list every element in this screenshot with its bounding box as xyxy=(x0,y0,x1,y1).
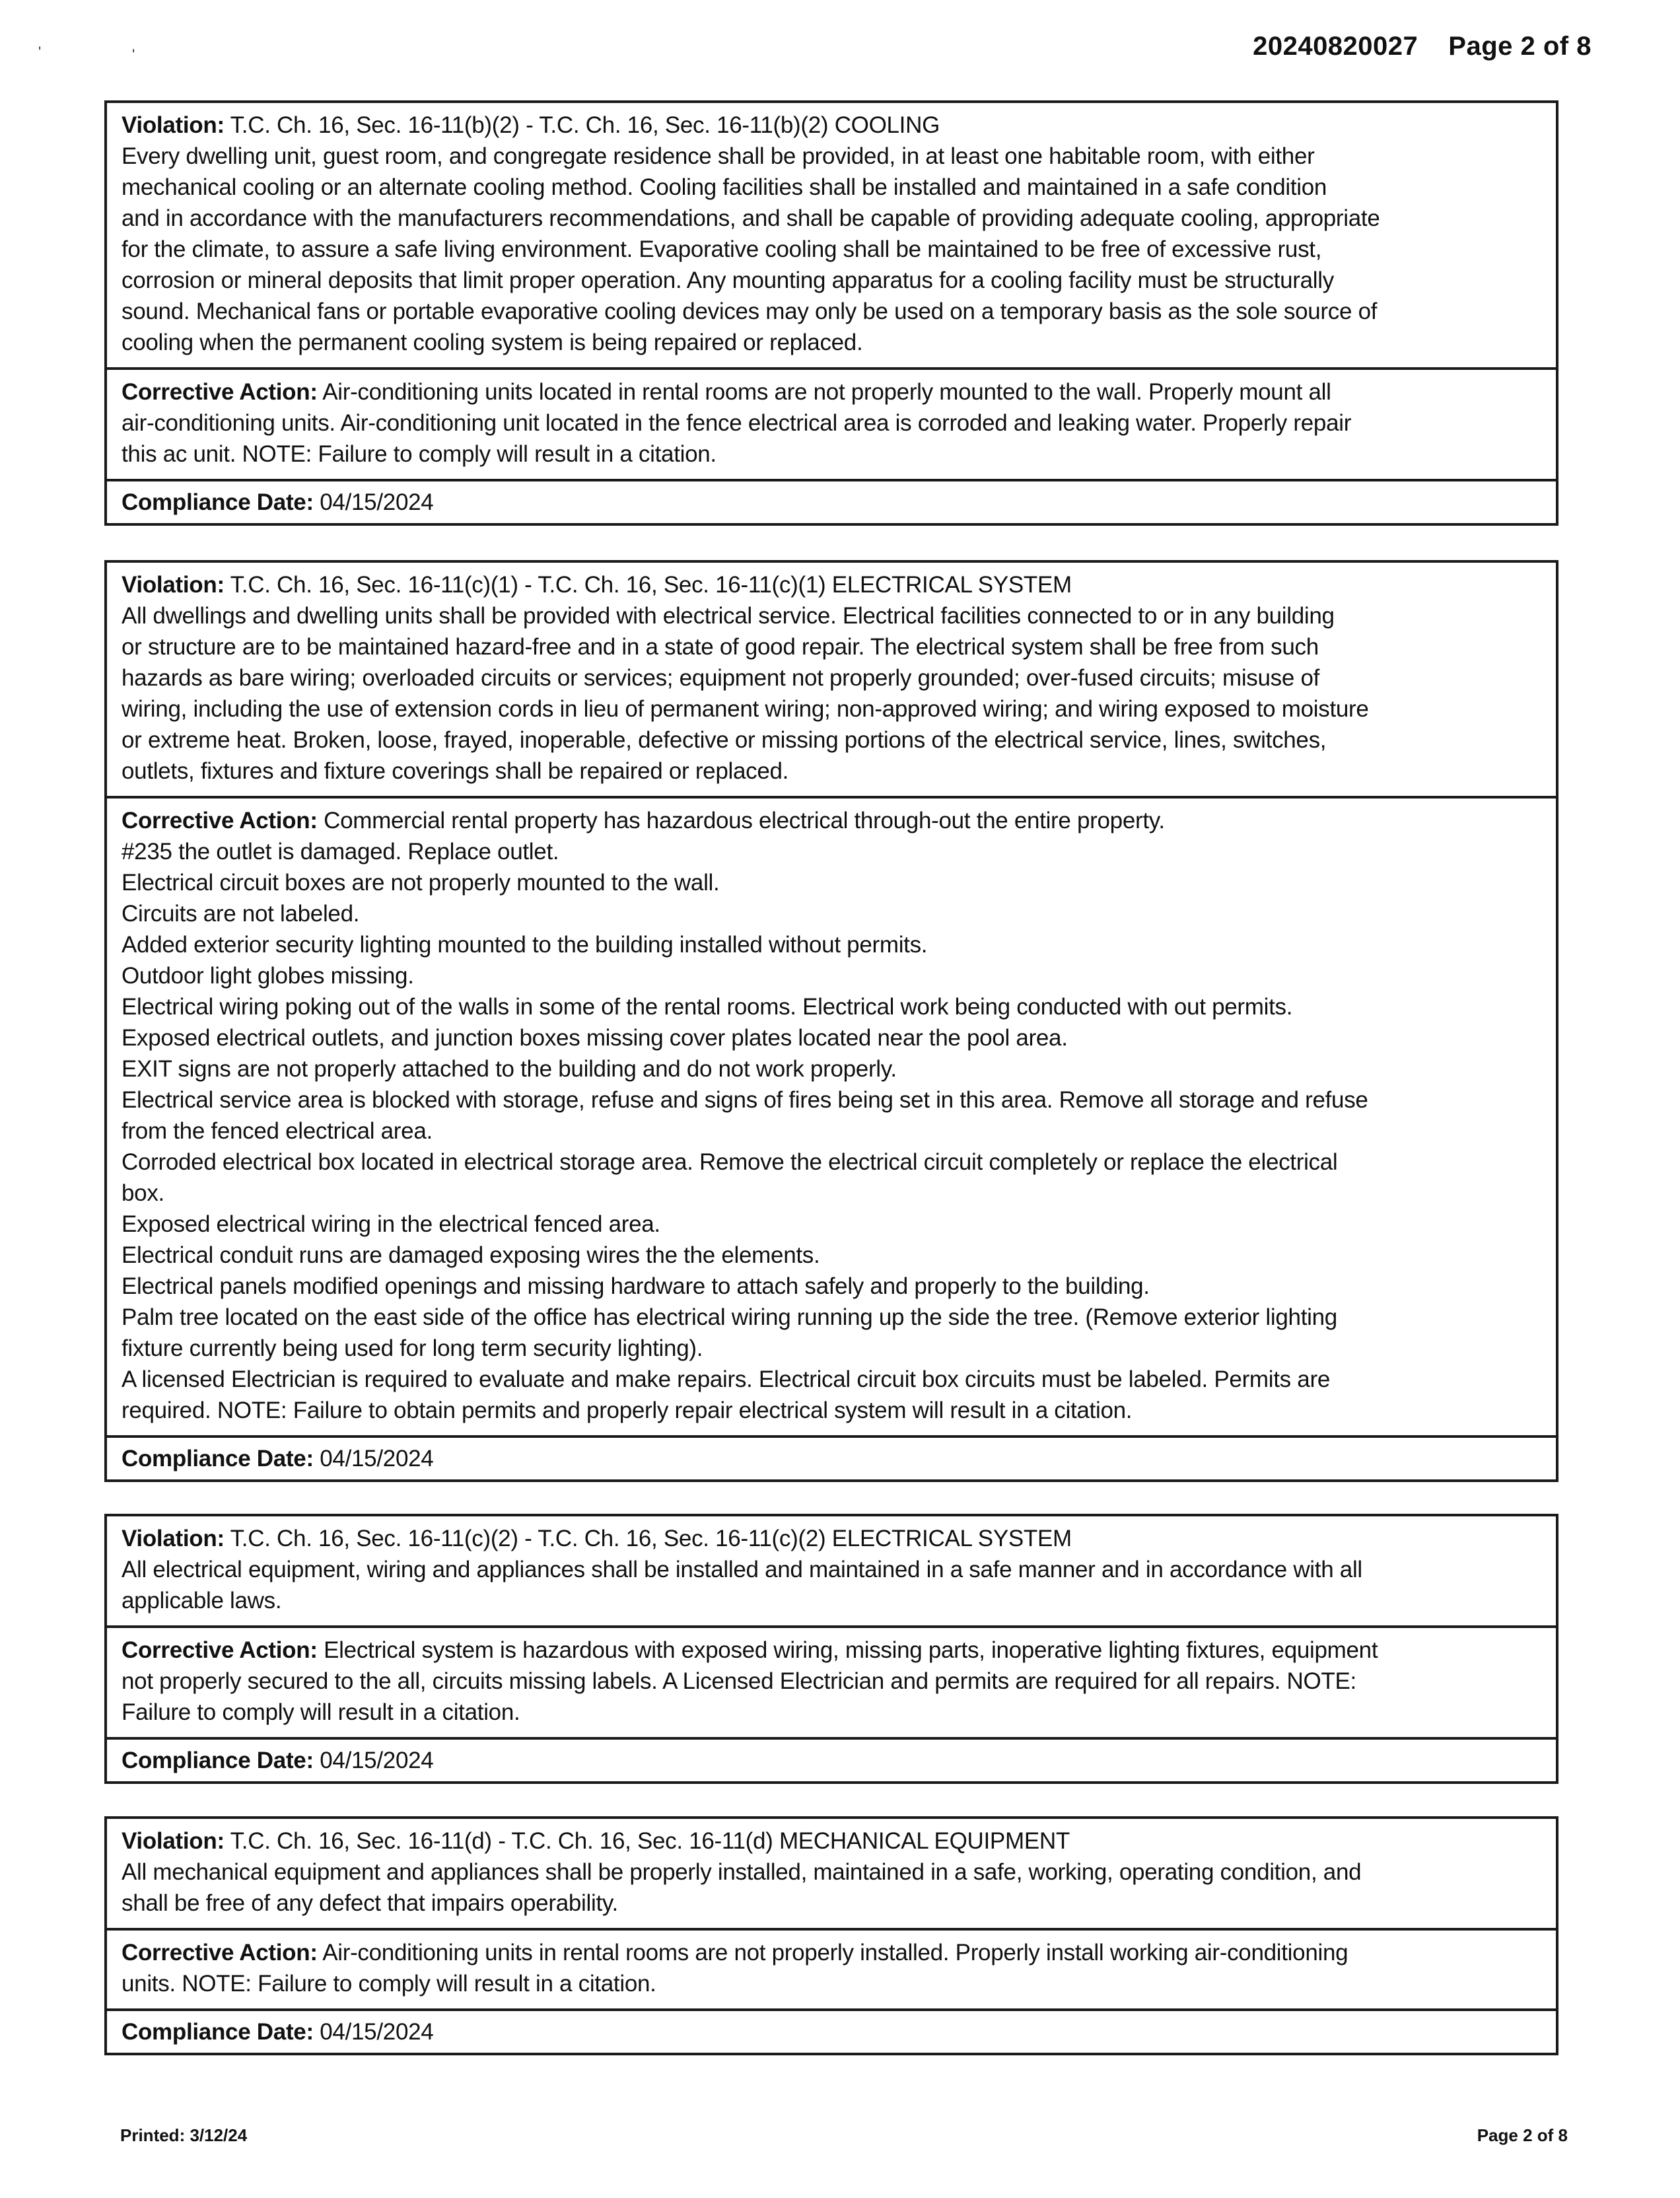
compliance-section xyxy=(107,2008,1556,2053)
violation-label: Violation: xyxy=(122,1526,225,1551)
compliance-section xyxy=(107,1737,1556,1781)
corrective-action-line: A licensed Electrician is required to evaluate and make repairs. Electrical circuit box circuits must be labeled. Permits are xyxy=(122,1366,1330,1392)
violation-text-line: cooling when the permanent cooling system is being repaired or replaced. xyxy=(122,330,863,355)
corrective-action-section xyxy=(107,796,1556,1435)
violation-text-line: All mechanical equipment and appliances shall be properly installed, maintained in a safe, working, operating condition, and xyxy=(122,1859,1362,1885)
compliance-date: 04/15/2024 xyxy=(320,489,434,515)
corrective-action-line: Palm tree located on the east side of the office has electrical wiring running up the side the tree. (Remove exterior lighting xyxy=(122,1304,1337,1330)
footer-page-number: Page 2 of 8 xyxy=(1477,2125,1568,2145)
corrective-action-line: air-conditioning units. Air-conditioning unit located in the fence electrical area is corroded and leaking water. Properly repair xyxy=(122,410,1352,436)
violation-section xyxy=(107,563,1556,796)
violation-block-cooling xyxy=(104,100,1558,526)
scan-speck: ' xyxy=(132,46,135,63)
violation-text-line: hazards as bare wiring; overloaded circuits or services; equipment not properly grounded; over-fused circuits; misuse of xyxy=(122,665,1320,691)
violation-title: T.C. Ch. 16, Sec. 16-11(c)(1) - T.C. Ch. 16, Sec. 16-11(c)(1) ELECTRICAL SYSTEM xyxy=(230,572,1072,598)
corrective-action-line: fixture currently being used for long term security lighting). xyxy=(122,1335,703,1361)
violation-text-line: Every dwelling unit, guest room, and congregate residence shall be provided, in at least one habitable room, with either xyxy=(122,143,1315,169)
violation-text-line: All electrical equipment, wiring and appliances shall be installed and maintained in a safe manner and in accordance with all xyxy=(122,1557,1362,1582)
compliance-date-label: Compliance Date: xyxy=(122,489,314,515)
corrective-action-line: Exposed electrical outlets, and junction boxes missing cover plates located near the pool area. xyxy=(122,1025,1068,1051)
violation-section xyxy=(107,1819,1556,1928)
compliance-date-label: Compliance Date: xyxy=(122,1748,314,1773)
compliance-section xyxy=(107,1435,1556,1479)
corrective-action-line: #235 the outlet is damaged. Replace outlet. xyxy=(122,839,559,865)
corrective-action-label: Corrective Action: xyxy=(122,379,318,405)
corrective-action-line: Electrical panels modified openings and missing hardware to attach safely and properly to the building. xyxy=(122,1273,1150,1299)
corrective-action-line: from the fenced electrical area. xyxy=(122,1118,433,1144)
compliance-date: 04/15/2024 xyxy=(320,1446,434,1471)
corrective-action-line: Circuits are not labeled. xyxy=(122,901,360,927)
violation-block-mechanical xyxy=(104,1816,1558,2055)
corrective-action-line: Electrical wiring poking out of the walls in some of the rental rooms. Electrical work being conducted with out permits. xyxy=(122,994,1293,1020)
corrective-action-line: EXIT signs are not properly attached to the building and do not work properly. xyxy=(122,1056,897,1082)
corrective-action-line: units. NOTE: Failure to comply will result in a citation. xyxy=(122,1971,656,1997)
violation-text-line: for the climate, to assure a safe living environment. Evaporative cooling shall be maintained to be free of excessive rust, xyxy=(122,236,1322,262)
violation-text-line: shall be free of any defect that impairs operability. xyxy=(122,1890,618,1916)
corrective-action-line: Electrical system is hazardous with exposed wiring, missing parts, inoperative lighting fixtures, equipment xyxy=(324,1637,1378,1663)
violation-block-electrical-c2 xyxy=(104,1514,1558,1784)
violation-title: T.C. Ch. 16, Sec. 16-11(c)(2) - T.C. Ch. 16, Sec. 16-11(c)(2) ELECTRICAL SYSTEM xyxy=(230,1526,1072,1551)
corrective-action-section xyxy=(107,1928,1556,2008)
header-page-number: Page 2 of 8 xyxy=(1448,32,1592,61)
corrective-action-label: Corrective Action: xyxy=(122,1940,318,1966)
corrective-action-section xyxy=(107,367,1556,479)
violation-label: Violation: xyxy=(122,572,225,598)
document-number: 20240820027 xyxy=(1253,32,1418,61)
violation-text-line: sound. Mechanical fans or portable evaporative cooling devices may only be used on a temporary basis as the sole source of xyxy=(122,299,1378,324)
violation-text-line: mechanical cooling or an alternate cooling method. Cooling facilities shall be installed and maintained in a safe condition xyxy=(122,174,1327,200)
page-header xyxy=(1208,32,1592,61)
violation-text-line: corrosion or mineral deposits that limit proper operation. Any mounting apparatus for a cooling facility must be structurally xyxy=(122,267,1334,293)
corrective-action-line: Corroded electrical box located in electrical storage area. Remove the electrical circuit completely or replace the electrical xyxy=(122,1149,1338,1175)
corrective-action-line: Electrical service area is blocked with storage, refuse and signs of fires being set in this area. Remove all storage and refuse xyxy=(122,1087,1368,1113)
corrective-action-line: not properly secured to the all, circuits missing labels. A Licensed Electrician and permits are required for all repairs. NOTE: xyxy=(122,1668,1356,1694)
violation-title: T.C. Ch. 16, Sec. 16-11(d) - T.C. Ch. 16, Sec. 16-11(d) MECHANICAL EQUIPMENT xyxy=(230,1828,1070,1854)
compliance-date: 04/15/2024 xyxy=(320,1748,434,1773)
violation-label: Violation: xyxy=(122,1828,225,1854)
violation-block-electrical-c1 xyxy=(104,560,1558,1482)
corrective-action-line: this ac unit. NOTE: Failure to comply will result in a citation. xyxy=(122,441,717,467)
corrective-action-line: box. xyxy=(122,1180,164,1206)
violation-text-line: or extreme heat. Broken, loose, frayed, inoperable, defective or missing portions of the electrical service, lines, switches, xyxy=(122,727,1327,753)
violation-text-line: and in accordance with the manufacturers recommendations, and shall be capable of providing adequate cooling, appropriate xyxy=(122,205,1380,231)
printed-date: Printed: 3/12/24 xyxy=(120,2125,248,2145)
violation-section xyxy=(107,1516,1556,1625)
corrective-action-line: Electrical circuit boxes are not properly mounted to the wall. xyxy=(122,870,720,896)
corrective-action-line: Exposed electrical wiring in the electrical fenced area. xyxy=(122,1211,660,1237)
compliance-date-label: Compliance Date: xyxy=(122,2019,314,2045)
corrective-action-line: required. NOTE: Failure to obtain permits and properly repair electrical system will result in a citation. xyxy=(122,1398,1133,1423)
corrective-action-label: Corrective Action: xyxy=(122,808,318,833)
corrective-action-section xyxy=(107,1625,1556,1737)
violation-text-line: or structure are to be maintained hazard-free and in a state of good repair. The electrical system shall be free from such xyxy=(122,634,1319,660)
violation-title: T.C. Ch. 16, Sec. 16-11(b)(2) - T.C. Ch. 16, Sec. 16-11(b)(2) COOLING xyxy=(230,112,940,138)
corrective-action-line: Failure to comply will result in a citation. xyxy=(122,1699,520,1725)
corrective-action-line: Commercial rental property has hazardous electrical through-out the entire property. xyxy=(324,808,1165,833)
corrective-action-line: Air-conditioning units in rental rooms are not properly installed. Properly install working air-conditioning xyxy=(322,1940,1348,1966)
violation-text-line: applicable laws. xyxy=(122,1588,282,1613)
violation-text-line: outlets, fixtures and fixture coverings shall be repaired or replaced. xyxy=(122,758,789,784)
violation-section xyxy=(107,103,1556,367)
scan-speck: ' xyxy=(38,44,42,60)
corrective-action-line: Electrical conduit runs are damaged exposing wires the the elements. xyxy=(122,1242,820,1268)
corrective-action-line: Outdoor light globes missing. xyxy=(122,963,414,989)
violation-label: Violation: xyxy=(122,112,225,138)
compliance-date: 04/15/2024 xyxy=(320,2019,434,2045)
corrective-action-line: Added exterior security lighting mounted to the building installed without permits. xyxy=(122,932,928,958)
violation-text-line: wiring, including the use of extension cords in lieu of permanent wiring; non-approved wiring; and wiring exposed to moisture xyxy=(122,696,1369,722)
corrective-action-line: Air-conditioning units located in rental rooms are not properly mounted to the wall. Properly mount all xyxy=(322,379,1331,405)
corrective-action-label: Corrective Action: xyxy=(122,1637,318,1663)
compliance-section xyxy=(107,479,1556,523)
compliance-date-label: Compliance Date: xyxy=(122,1446,314,1471)
violation-text-line: All dwellings and dwelling units shall be provided with electrical service. Electrical facilities connected to or in any building xyxy=(122,603,1335,629)
